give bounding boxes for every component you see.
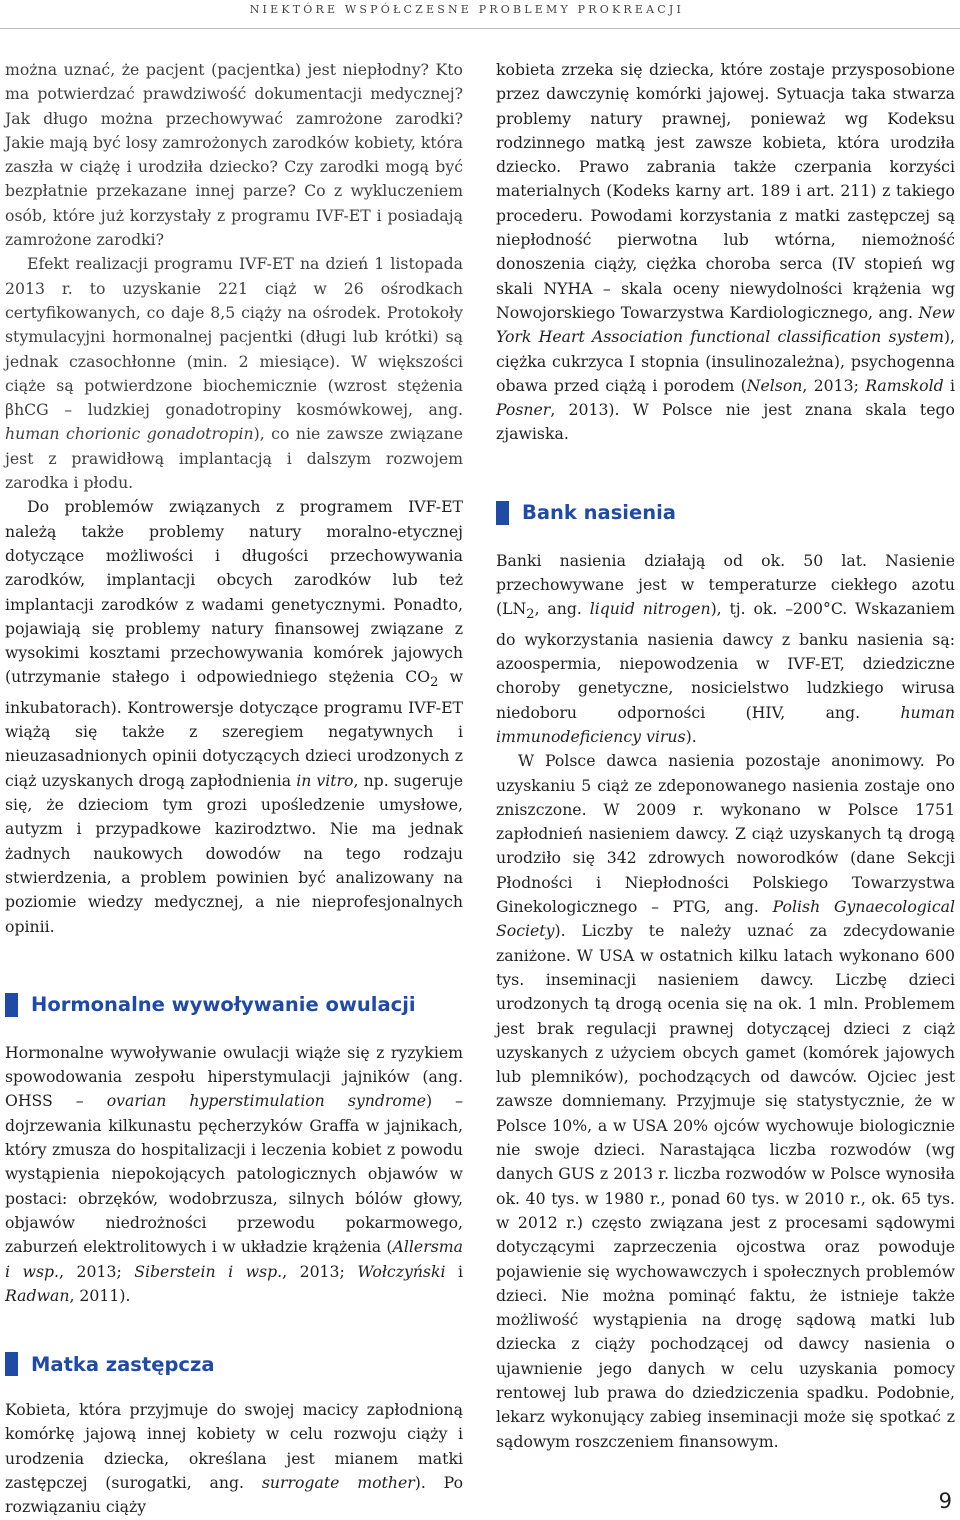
citation: Wołczyński <box>357 1261 446 1281</box>
section-marker <box>496 501 509 525</box>
text-run: , 2013; <box>59 1261 135 1281</box>
text-run: i <box>445 1261 464 1281</box>
section-title: Matka zastępcza <box>31 1352 215 1376</box>
text-run: ) – dojrzewania kilkunastu pęcherzyków Graffa w jajnikach, który zmusza do hospitalizacji i leczenia kobiet z powodu wystąpienia niepokojących patologicznych objawów w postaci: obrzęków, wodobrzusza, silnych bólów głowy, objawów niedrożności przewodu pokarmowego, zaburzeń elektrolitowych i w układzie krążenia ( <box>5 1091 463 1257</box>
paragraph-ivf-problems <box>5 495 463 938</box>
text-run: Banki nasienia działają od ok. 50 lat. Nasienie przechowywane jest w temperaturze ciekłego azotu (LN <box>496 550 955 619</box>
left-column <box>5 58 463 1520</box>
italic-term: ovarian hyperstimulation syndrome <box>106 1091 426 1111</box>
citation: Radwan <box>5 1285 70 1305</box>
paragraph-ivf-results <box>5 252 463 495</box>
text-run: , np. sugeruje się, że dzieciom tym grozi upośledzenie umysłowe, autyzm i przypadkowe kazirodztwo. Nie ma jednak żadnych naukowych dowodów na tego rodzaju stwierdzenia, a problem powinien być analizowany na poziomie wiedzy medycznej, a nie nieprofesjonalnych opinii. <box>5 770 463 936</box>
section-heading-surrogate <box>5 1352 463 1376</box>
right-column <box>496 58 955 1454</box>
citation: Siberstein i wsp. <box>134 1261 283 1281</box>
paragraph-sperm-bank <box>496 549 955 750</box>
text-run: i <box>943 375 955 395</box>
text-run: W Polsce dawca nasienia pozostaje anonimowy. Po uzyskaniu 5 ciąż ze zdeponowanego nasienia zostaje ono zniszczone. W 2009 r. wykonano w Polsce 1751 zapłodnień nasieniem dawcy. Z ciąż uzyskanych tą drogą urodziło się 342 zdrowych noworodków (dane Sekcji Płodności i Niepłodności Polskiego Towarzystwa Ginekologicznego – PTG, ang. <box>496 751 955 917</box>
text-run: Efekt realizacji programu IVF-ET na dzień 1 listopada 2013 r. to uzyskanie 221 ciąż w 26 ośrodkach certyfikowanych, co daje 8,5 ciąży na ośrodek. Protokoły stymulacyjni hormonalnej pacjentki (długi lub krótki) są jednak czasochłonne (min. 2 miesiące). W większości ciąże są potwierdzone biochemicznie (wzrost stężenia βhCG – ludzkiej gonadotropiny kosmówkowej, ang. <box>5 254 463 420</box>
section-title: Bank nasienia <box>522 501 676 525</box>
text-run: Do problemów związanych z programem IVF-ET należą także problemy natury moralno-etycznej dotyczące możliwości i długości przechowywania zarodków, implantacji obcych zarodków lub też implantacji zarodków z wadami genetycznymi. Ponadto, pojawiają się problemy natury finansowej związane z wysokimi kosztami przechowywania komórek jajowych (utrzymanie stałego i odpowiedniego stężenia CO <box>5 497 463 687</box>
text-run: , 2013). W Polsce nie jest znana skala tego zjawiska. <box>496 400 955 444</box>
italic-term: in vitro <box>296 770 354 790</box>
text-run: ). <box>685 726 697 746</box>
citation: Ramskold <box>865 375 944 395</box>
text-run: , ang. <box>534 599 590 619</box>
text-run: w inkubatorach). Kontrowersje dotyczące programu IVF-ET wiążą się także z szeregiem negatywnych i nieuzasadnionych opinii dotyczących dzieci urodzonych z ciąż uzyskanych drogą zapłodnienia <box>5 667 463 790</box>
paragraph-ovulation <box>5 1041 463 1308</box>
page-number: 9 <box>938 1489 952 1513</box>
subscript: 2 <box>526 607 535 623</box>
italic-term: human immunodeficiency virus <box>496 702 955 746</box>
section-title: Hormonalne wywoływanie owulacji <box>31 993 416 1017</box>
text-run: Hormonalne wywoływanie owulacji wiąże się z ryzykiem spowodowania zespołu hiperstymulacji jajników (ang. OHSS – <box>5 1042 463 1111</box>
text-run: ), co nie zawsze związane jest z prawidłową implantacją i dalszym rozwojem zarodka i płodu. <box>5 424 464 493</box>
italic-term: liquid nitrogen <box>589 599 711 619</box>
header-rule <box>0 28 960 29</box>
section-heading-sperm-bank <box>496 501 955 525</box>
text-run: ), ciężka cukrzyca I stopnia (insulinozależna), psychogenna obawa przed ciążą i porodem ( <box>496 327 955 395</box>
italic-term: surrogate mother <box>261 1472 415 1492</box>
section-heading-ovulation <box>5 993 463 1017</box>
paragraph-donor-anonymity <box>496 749 955 1454</box>
citation: Nelson <box>746 375 803 395</box>
paragraph-surrogate <box>5 1398 463 1519</box>
italic-term: Polish Gynaecological Society <box>496 897 955 941</box>
section-marker <box>5 993 18 1017</box>
running-title: NIEKTÓRE WSPÓŁCZESNE PROBLEMY PROKREACJI <box>249 3 684 16</box>
text-run: , 2011). <box>69 1285 131 1305</box>
text-run: , 2013; <box>802 375 866 395</box>
text-run: ). Liczby te należy uznać za zdecydowanie zaniżone. W USA w ostatnich kilku latach wykonano 600 tys. inseminacji nasieniem dawcy. Liczbę dzieci urodzonych tą drogą ocenia się na ok. 1 mln. Problemem jest brak regulacji prawnej dotyczącej dzieci z ciąż uzyskanych z użyciem obcych gamet (komórek jajowych lub plemników), pochodzących od dawców. Ojciec jest zawsze domniemany. Przyjmuje się statystycznie, że w Polsce 10%, a w USA 20% ojców wychowuje biologicznie nie swoje dzieci. Narastająca liczba rozwodów (wg danych GUS z 2013 r. liczba rozwodów w Polsce wynosiła ok. 40 tys. w 1980 r., ponad 60 tys. w 2010 r., ok. 65 tys. w 2012 r.) często związana jest z procesami sądowymi dotyczącymi zaprzeczenia ojcostwa oraz powoduje pojawienie się wychowawczych i społecznych problemów dzieci. Nie można pominąć faktu, że istnieje także możliwość wystąpienia na drogę sądową matki lub dziecka z ciąży pochodzącej od dawcy nasienia o ujawnienie jego danych w celu uzyskania pomocy rentowej lub prawa do dziedziczenia spadku. Podobnie, lekarz wykonujący zabieg inseminacji może się spotkać z sądowym roszczeniem finansowym. <box>496 921 955 1451</box>
subscript: 2 <box>430 675 439 691</box>
paragraph-questions: można uznać, że pacjent (pacjentka) jest niepłodny? Kto ma potwierdzać prawdziwość dokumentacji medycznej? Jak długo można przechowywać zamrożone zarodki? Jakie mają być losy zamrożonych zarodków kobiety, która zaszła w ciążę i urodziła dziecko? Czy zarodki mogą być bezpłatnie przekazane innej parze? Co z wykluczeniem osób, które już korzystały z programu IVF-ET i posiadają zamrożone zarodki? <box>5 60 463 250</box>
paragraph-surrogate-cont <box>496 58 955 447</box>
citation: Posner <box>496 400 551 420</box>
text-run: ), tj. ok. –200°C. Wskazaniem do wykorzystania nasienia dawcy z banku nasienia są: azoospermia, niepowodzenia w IVF-ET, dziedziczne choroby genetyczne, nosicielstwo ludzkiego wirusa niedoboru odporności (HIV, ang. <box>496 599 956 722</box>
italic-term: human chorionic gonadotropin <box>5 424 254 444</box>
text-run: kobieta zrzeka się dziecka, które zostaje przysposobione przez dawczynię komórki jajowej. Sytuacja taka stwarza problemy natury prawnej, ponieważ wg Kodeksu rodzinnego matką jest zawsze kobieta, która urodziła dziecko. Prawo zabrania także czerpania korzyści materialnych (Kodeks karny art. 189 i art. 211) z takiego procederu. Powodami korzystania z matki zastępczej są niepłodność pierwotna lub wtórna, niemożność donoszenia ciąży, ciężka choroba serca (IV stopień wg skali NYHA – skala oceny niewydolności krążenia wg Nowojorskiego Towarzystwa Kardiologicznego, ang. <box>496 60 955 322</box>
text-run: , 2013; <box>282 1261 358 1281</box>
section-marker <box>5 1352 18 1376</box>
citation: Allersma i wsp. <box>5 1237 463 1281</box>
text-run: Kobieta, która przyjmuje do swojej macicy zapłodnioną komórkę jajową innej kobiety w celu rozwoju ciąży i urodzenia dziecka, określana jest mianem matki zastępczej (surogatki, ang. <box>5 1400 463 1492</box>
italic-term: New York Heart Association functional classification system <box>496 302 955 347</box>
text-run: ). Po rozwiązaniu ciąży <box>5 1472 464 1517</box>
